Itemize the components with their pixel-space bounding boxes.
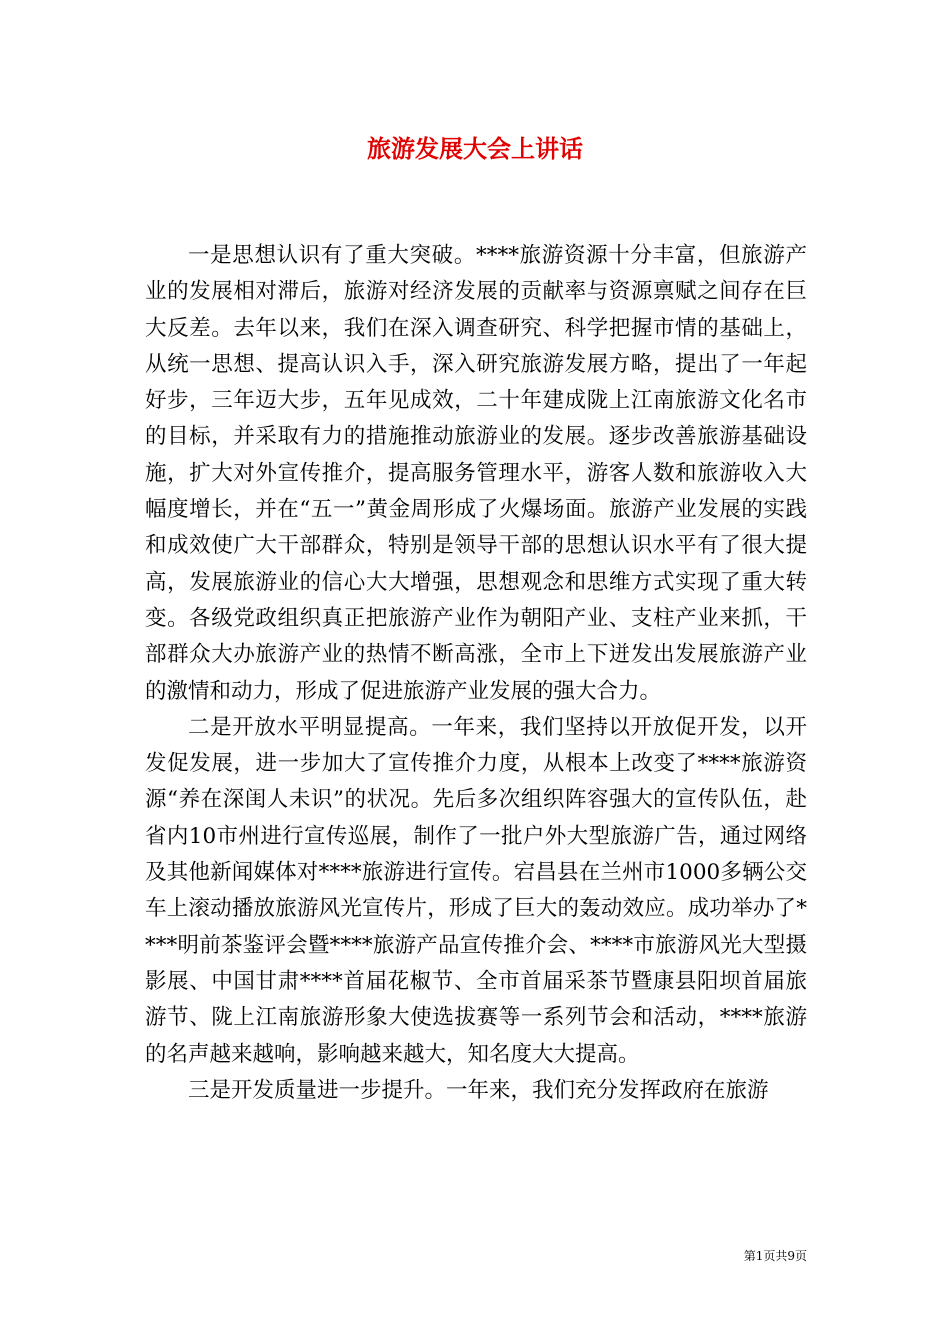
page-number: 第1页共9页	[743, 1249, 807, 1263]
paragraph-1: 一是思想认识有了重大突破。****旅游资源十分丰富，但旅游产业的发展相对滞后，旅游对经济发展的贡献率与资源禀赋之间存在巨大反差。去年以来，我们在深入调查研究、科学把握市情的基础上，从统一思想、提高认识入手，深入研究旅游发展方略，提出了一年起好步，三年迈大步，五年见成效，二十年建成陇上江南旅游文化名市的目标，并采取有力的措施推动旅游业的发展。逐步改善旅游基础设施，扩大对外宣传推介，提高服务管理水平，游客人数和旅游收入大幅度增长，并在“五一”黄金周形成了火爆场面。旅游产业发展的实践和成效使广大干部群众，特别是领导干部的思想认识水平有了很大提高，发展旅游业的信心大大增强，思想观念和思维方式实现了重大转变。各级党政组织真正把旅游产业作为朝阳产业、支柱产业来抓，干部群众大办旅游产业的热情不断高涨，全市上下迸发出发展旅游产业的激情和动力，形成了促进旅游产业发展的强大合力。	[145, 243, 807, 704]
page-title: 旅游发展大会上讲话	[367, 134, 583, 163]
paragraph-2: 二是开放水平明显提高。一年来，我们坚持以开放促开发，以开发促发展，进一步加大了宣传推介力度，从根本上改变了****旅游资源“养在深闺人未识”的状况。先后多次组织阵容强大的宣传队伍，赴省内10市州进行宣传巡展，制作了一批户外大型旅游广告，通过网络及其他新闻媒体对****旅游进行宣传。宕昌县在兰州市1000多辆公交车上滚动播放旅游风光宣传片，形成了巨大的轰动效应。成功举办了****明前茶鉴评会暨****旅游产品宣传推介会、****市旅游风光大型摄影展、中国甘肃****首届花椒节、全市首届采茶节暨康县阳坝首届旅游节、陇上江南旅游形象大使选拔赛等一系列节会和活动，****旅游的名声越来越响，影响越来越大，知名度大大提高。	[145, 714, 807, 1067]
paragraph-3: 三是开发质量进一步提升。一年来，我们充分发挥政府在旅游	[188, 1077, 769, 1103]
document-body	[145, 238, 807, 1109]
